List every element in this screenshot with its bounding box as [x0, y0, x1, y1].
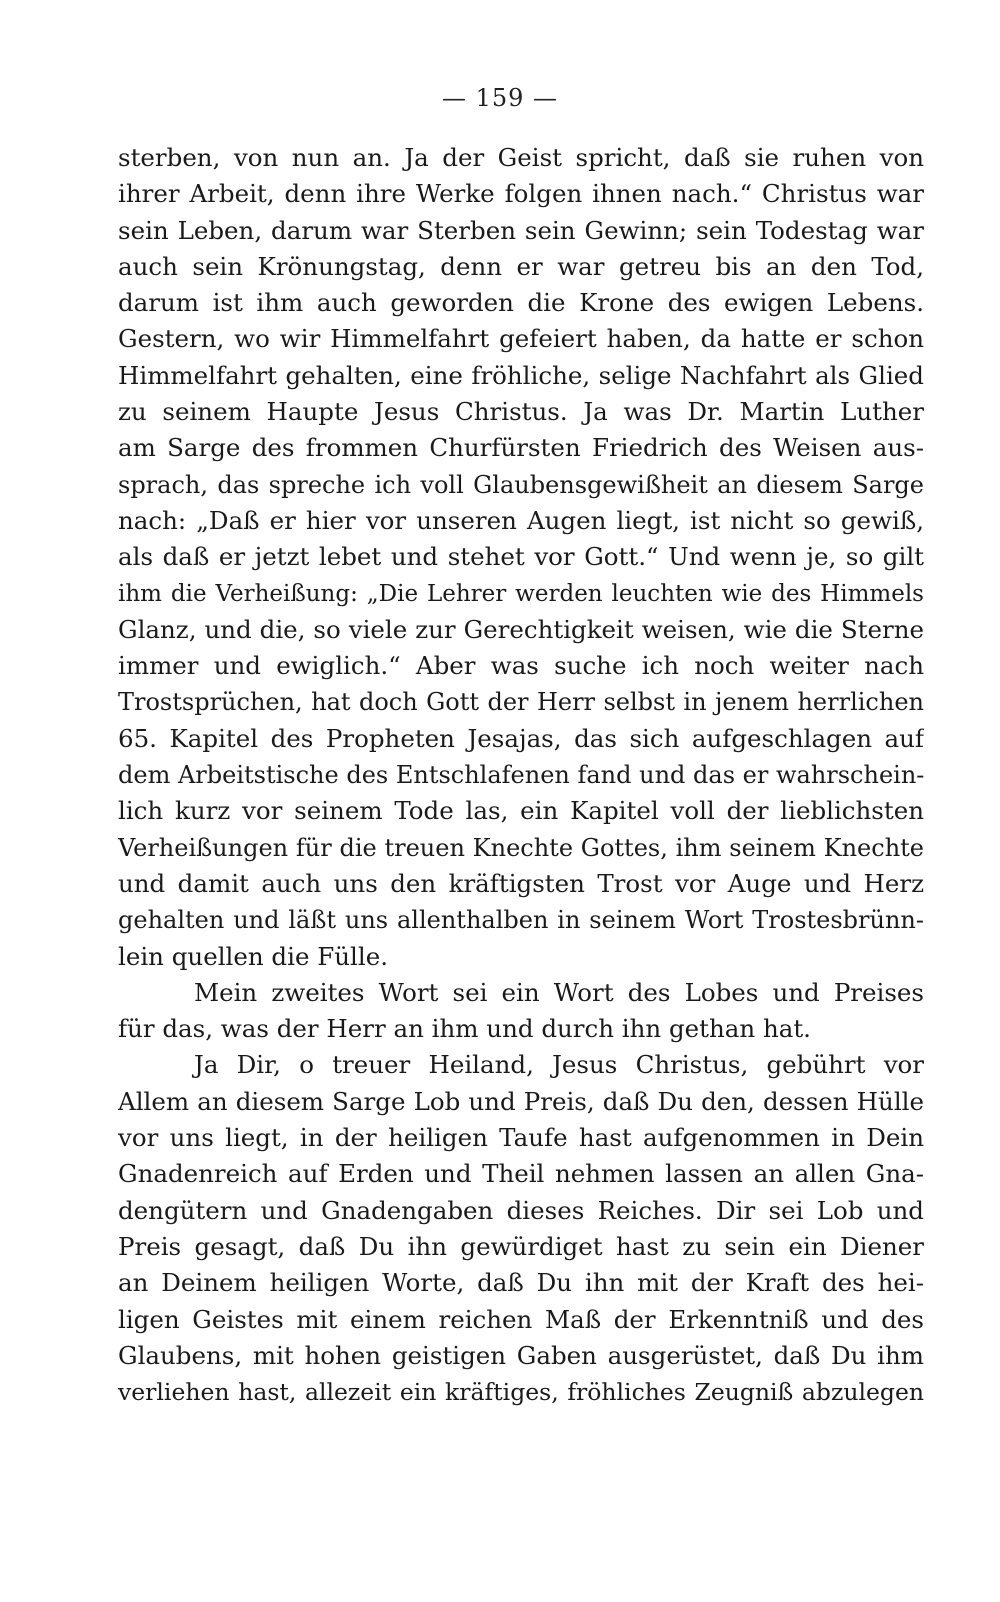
text-line: ihm die Verheißung: „Die Lehrer werden leuchten wie des Himmels [118, 580, 924, 607]
text-line: verliehen hast, allezeit ein kräftiges, fröhliches Zeugniß abzulegen [118, 1378, 924, 1407]
text-line: und damit auch uns den kräftigsten Trost vor Auge und Herz [118, 868, 924, 898]
text-line: dem Arbeitstische des Entschlafenen fand und das er wahrschein- [118, 761, 924, 790]
text-line: Gestern, wo wir Himmelfahrt gefeiert haben, da hatte er schon [118, 324, 924, 354]
text-line: Allem an diesem Sarge Lob und Preis, daß Du den, dessen Hülle [118, 1086, 924, 1116]
text-line: 65. Kapitel des Propheten Jesajas, das sich aufgeschlagen auf [118, 723, 924, 753]
text-line: Trostsprüchen, hat doch Gott der Herr selbst in jenem herrlichen [118, 688, 924, 717]
page-number: — 159 — [441, 84, 559, 112]
text-line: dengütern und Gnadengaben dieses Reiches. Dir sei Lob und [118, 1195, 924, 1225]
text-line: vor uns liegt, in der heiligen Taufe hast aufgenommen in Dein [118, 1123, 924, 1153]
body-text [118, 140, 924, 1410]
text-line: gehalten und läßt uns allenthalben in seinem Wort Trostesbrünn- [118, 906, 924, 935]
text-line: sterben, von nun an. Ja der Geist spricht, daß sie ruhen von [118, 143, 924, 172]
text-line: Glaubens, mit hohen geistigen Gaben ausgerüstet, daß Du ihm [118, 1340, 924, 1370]
text-line: Verheißungen für die treuen Knechte Gottes, ihm seinem Knechte [118, 833, 924, 862]
text-line: zu seinem Haupte Jesus Christus. Ja was Dr. Martin Luther [118, 397, 924, 427]
text-line: darum ist ihm auch geworden die Krone des ewigen Lebens. [118, 288, 924, 318]
text-line: sprach, das spreche ich voll Glaubensgewißheit an diesem Sarge [118, 470, 924, 499]
text-line: für das, was der Herr an ihm und durch ihn gethan hat. [118, 1014, 811, 1044]
text-line: an Deinem heiligen Worte, daß Du ihn mit der Kraft des hei- [118, 1268, 924, 1298]
text-line: ihrer Arbeit, denn ihre Werke folgen ihnen nach.“ Christus war [118, 179, 924, 209]
text-line: ligen Geistes mit einem reichen Maß der Erkenntniß und des [118, 1304, 924, 1334]
text-line: sein Leben, darum war Sterben sein Gewinn; sein Todestag war [118, 215, 924, 245]
text-line: Preis gesagt, daß Du ihn gewürdiget hast zu sein ein Diener [118, 1231, 924, 1261]
text-line: lich kurz vor seinem Tode las, ein Kapitel voll der lieblichsten [118, 796, 924, 826]
text-line: Ja Dir, o treuer Heiland, Jesus Christus, gebührt vor [194, 1050, 924, 1080]
text-line: Gnadenreich auf Erden und Theil nehmen lassen an allen Gna- [118, 1159, 924, 1189]
text-line: Himmelfahrt gehalten, eine fröhliche, selige Nachfahrt als Glied [118, 360, 924, 390]
text-line: auch sein Krönungstag, denn er war getreu bis an den Tod, [118, 251, 924, 281]
text-line: lein quellen die Fülle. [118, 941, 388, 971]
text-line: Glanz, und die, so viele zur Gerechtigkeit weisen, wie die Sterne [118, 614, 924, 644]
text-line: Mein zweites Wort sei ein Wort des Lobes und Preises [194, 977, 924, 1007]
text-line: als daß er jetzt lebet und stehet vor Gott.“ Und wenn je, so gilt [118, 542, 924, 572]
text-line: nach: „Daß er hier vor unseren Augen liegt, ist nicht so gewiß, [118, 505, 924, 535]
text-line: am Sarge des frommen Churfürsten Friedrich des Weisen aus- [118, 433, 924, 463]
text-line: immer und ewiglich.“ Aber was suche ich noch weiter nach [118, 651, 924, 681]
